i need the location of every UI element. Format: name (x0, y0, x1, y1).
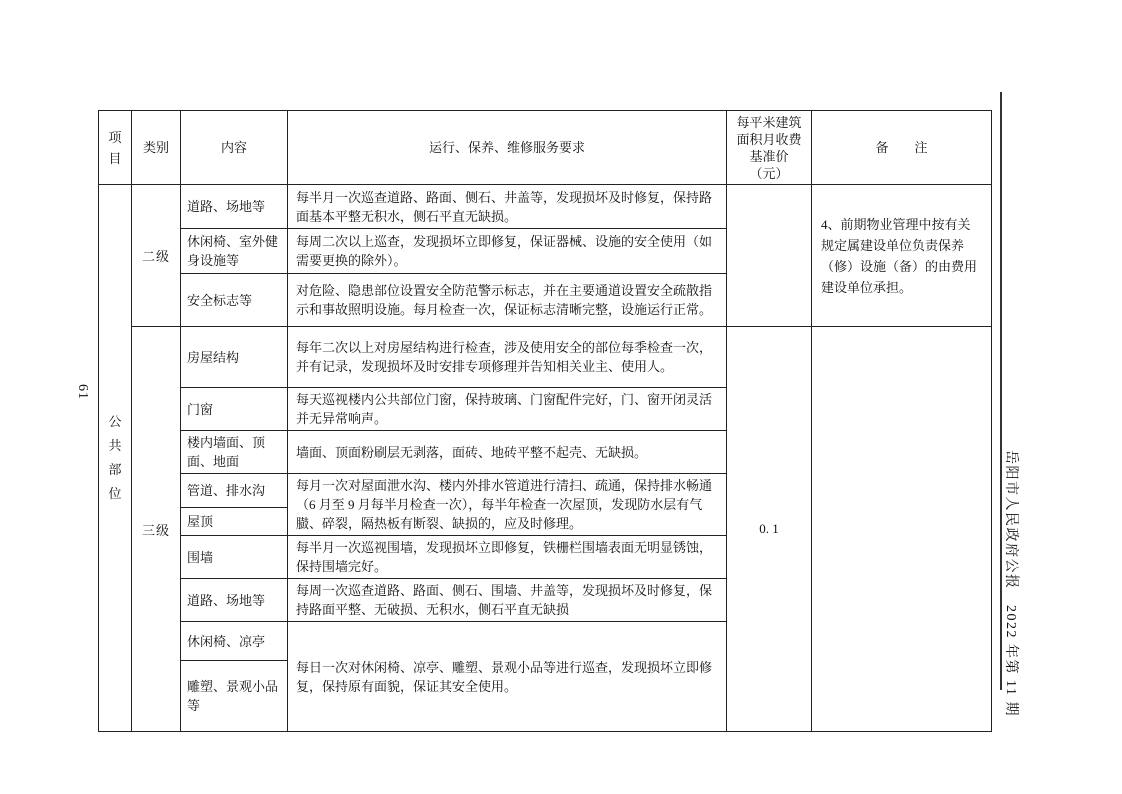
remark-cell-level3 (812, 327, 992, 732)
requirement-cell: 每天巡视楼内公共部位门窗，保持玻璃、门窗配件完好，门、窗开闭灵活并无异常响声。 (288, 388, 727, 431)
remark-cell-level2: 4、前期物业管理中按有关规定属建设单位负责保养（修）设施（备）的由费用建设单位承担。 (812, 185, 992, 327)
requirement-cell: 墙面、顶面粉刷层无剥落，面砖、地砖平整不起壳、无缺损。 (288, 431, 727, 474)
header-remark: 备 注 (812, 111, 992, 185)
content-cell: 雕塑、景观小品等 (181, 661, 288, 732)
table-header-row (99, 111, 992, 185)
content-cell: 道路、场地等 (181, 579, 288, 622)
header-price: 每平米建筑 面积月收费 基准价 （元） (727, 111, 812, 185)
requirement-cell: 对危险、隐患部位设置安全防范警示标志，并在主要通道设置安全疏散指示和事故照明设施。每月检查一次，保证标志清晰完整，设施运行正常。 (288, 274, 727, 327)
requirement-cell-merged: 每日一次对休闲椅、凉亭、雕塑、景观小品等进行巡查，发现损坏立即修复，保持原有面貌，保证其安全使用。 (288, 622, 727, 732)
service-requirements-table (98, 110, 992, 732)
content-cell: 道路、场地等 (181, 185, 288, 229)
project-label: 公共部位 (108, 414, 122, 501)
gazette-margin-caption: 岳阳市人民政府公报 2022 年第 11 期 (1003, 450, 1018, 717)
requirement-cell: 每半月一次巡视围墙，发现损坏立即修复，铁栅栏围墙表面无明显锈蚀，保持围墙完好。 (288, 536, 727, 579)
requirement-cell: 每周二次以上巡查，发现损坏立即修复，保证器械、设施的安全使用（如需要更换的除外）。 (288, 229, 727, 274)
header-content: 内容 (181, 111, 288, 185)
price-cell-level3: 0. 1 (727, 327, 812, 732)
category-cell-level3: 三级 (132, 327, 181, 732)
content-cell: 休闲椅、凉亭 (181, 622, 288, 661)
content-cell: 休闲椅、室外健身设施等 (181, 229, 288, 274)
page-number: 61 (75, 384, 90, 400)
requirement-cell-merged: 每月一次对屋面泄水沟、楼内外排水管道进行清扫、疏通，保持排水畅通（6 月至 9 月每半月检查一次），每半年检查一次屋顶，发现防水层有气臌、碎裂，隔热板有断裂、缺损的，应及时修理。 (288, 474, 727, 536)
price-cell-level2 (727, 185, 812, 327)
table-row (99, 327, 992, 388)
project-cell (99, 185, 132, 732)
category-cell-level2: 二级 (132, 185, 181, 327)
content-cell: 安全标志等 (181, 274, 288, 327)
content-cell: 门窗 (181, 388, 288, 431)
content-cell: 围墙 (181, 536, 288, 579)
requirement-cell: 每半月一次巡查道路、路面、侧石、井盖等，发现损坏及时修复，保持路面基本平整无积水，侧石平直无缺损。 (288, 185, 727, 229)
content-cell: 楼内墙面、顶面、地面 (181, 431, 288, 474)
table-row (99, 185, 992, 229)
content-cell: 屋顶 (181, 507, 288, 535)
requirement-cell: 每周一次巡查道路、路面、侧石、围墙、井盖等，发现损坏及时修复，保持路面平整、无破损、无积水，侧石平直无缺损 (288, 579, 727, 622)
header-requirements: 运行、保养、维修服务要求 (288, 111, 727, 185)
content-cell: 管道、排水沟 (181, 474, 288, 508)
header-project: 项目 (99, 111, 132, 185)
header-category: 类别 (132, 111, 181, 185)
content-cell: 房屋结构 (181, 327, 288, 388)
requirement-cell: 每年二次以上对房屋结构进行检查，涉及使用安全的部位每季检查一次，并有记录，发现损坏及时安排专项修理并告知相关业主、使用人。 (288, 327, 727, 388)
